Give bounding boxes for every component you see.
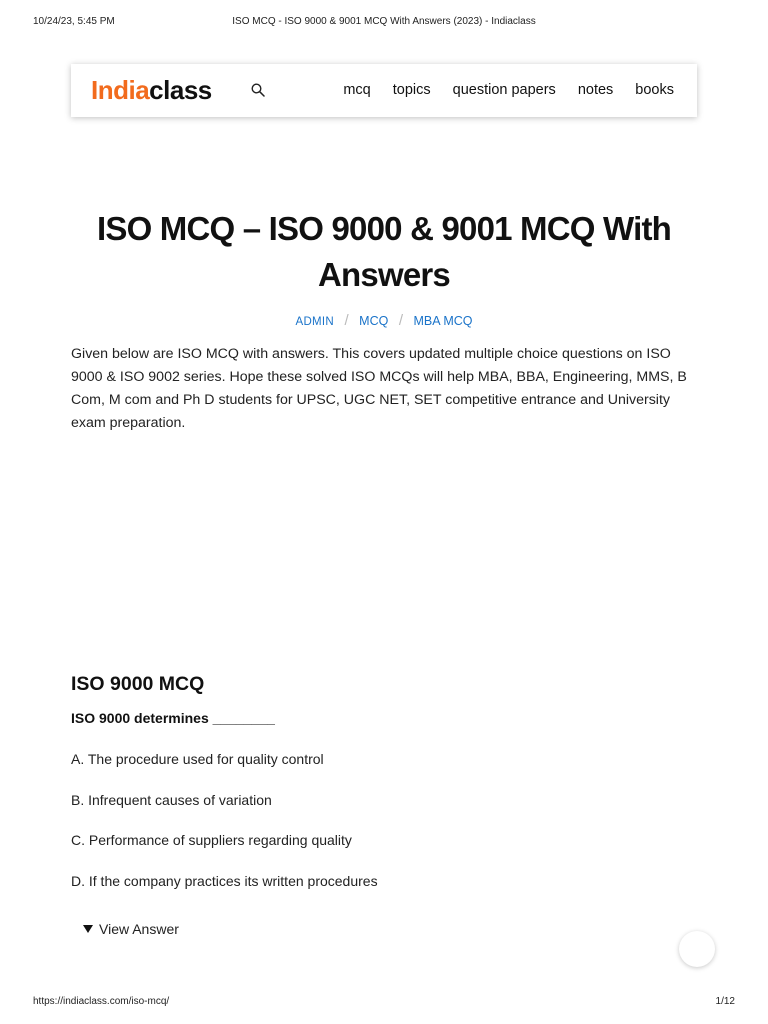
print-doc-title: ISO MCQ - ISO 9000 & 9001 MCQ With Answers (2023) - Indiaclass	[232, 16, 536, 27]
search-icon[interactable]	[251, 83, 265, 97]
navbar	[71, 64, 697, 117]
nav-link-topics[interactable]: topics	[392, 82, 431, 98]
option-a: A. The procedure used for quality control	[71, 751, 324, 767]
triangle-down-icon	[83, 925, 93, 933]
author-link[interactable]: ADMIN	[295, 316, 335, 328]
meta-separator: /	[344, 312, 349, 329]
nav-link-question-papers[interactable]: question papers	[452, 82, 556, 98]
section-heading: ISO 9000 MCQ	[71, 673, 205, 695]
nav-link-notes[interactable]: notes	[577, 82, 614, 98]
page-title: ISO MCQ – ISO 9000 & 9001 MCQ With Answers	[96, 210, 671, 293]
view-answer-label: View Answer	[99, 921, 179, 937]
print-header	[33, 16, 735, 30]
view-answer-toggle[interactable]	[83, 921, 179, 937]
option-d: D. If the company practices its written procedures	[71, 873, 378, 889]
scroll-to-top-button[interactable]	[679, 931, 715, 967]
category-link-mba-mcq[interactable]: MBA MCQ	[413, 314, 473, 328]
logo-india: India	[91, 75, 150, 105]
option-c: C. Performance of suppliers regarding quality	[71, 832, 352, 848]
post-meta	[0, 312, 768, 329]
intro-paragraph: Given below are ISO MCQ with answers. This covers updated multiple choice questions on ISO 9000 & ISO 9002 series. Hope these solved ISO MCQs will help MBA, BBA, Engineering, MMS, B Com, M com and Ph D students for UPSC, UGC NET, SET competitive entrance and University exam preparation.	[71, 346, 687, 431]
site-logo[interactable]	[91, 76, 212, 104]
print-url: https://indiaclass.com/iso-mcq/	[33, 996, 170, 1007]
option-b: B. Infrequent causes of variation	[71, 792, 272, 808]
nav-links	[343, 82, 674, 98]
meta-separator: /	[398, 312, 403, 329]
question-text: ISO 9000 determines ________	[71, 710, 275, 726]
print-footer	[33, 996, 735, 1010]
nav-link-books[interactable]: books	[635, 82, 674, 98]
print-page-number: 1/12	[715, 996, 735, 1007]
category-link-mcq[interactable]: MCQ	[359, 314, 389, 328]
nav-link-mcq[interactable]: mcq	[343, 82, 371, 98]
print-datetime: 10/24/23, 5:45 PM	[33, 16, 115, 27]
logo-class: class	[149, 75, 212, 105]
